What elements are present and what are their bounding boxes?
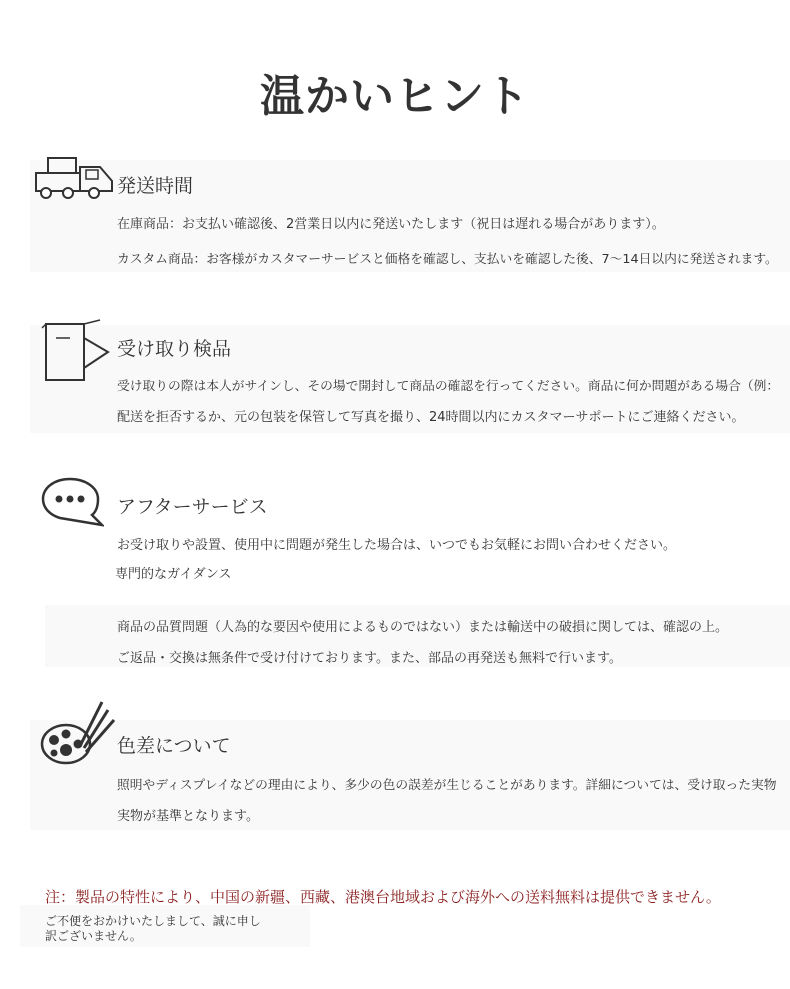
section-text: 商品の品質問題（人為的な要因や使用によるものではない）または輸送中の破損に関しては、確認の上。 [117,620,729,635]
section-text: 配送を拒否するか、元の包装を保管して写真を撮り、24時間以内にカスタマーサポートにご連絡ください。 [117,410,745,425]
section-text: 在庫商品：お支払い確認後、2営業日以内に発送いたします（祝日は遅れる場合があります）。 [117,217,665,232]
speech-bubble-icon [40,475,104,529]
section-heading-inspection: 受け取り検品 [117,338,232,360]
page-title: 温かいヒント [260,71,530,122]
section-text: ご返品・交換は無条件で受け付けております。また、部品の再発送も無料で行います。 [117,651,622,666]
section-text: 受け取りの際は本人がサインし、その場で開封して商品の確認を行ってください。商品に何か問題がある場合（例： [117,379,780,394]
section-text: 照明やディスプレイなどの理由により、多少の色の誤差が生じることがあります。詳細については、受け取った実物 [117,778,777,793]
section-text: お受け取りや設置、使用中に問題が発生した場合は、いつでもお気軽にお問い合わせください。 [117,538,677,553]
section-text: カスタム商品：お客様がカスタマーサービスと価格を確認し、支払いを確認した後、7〜14日以内に発送されます。 [117,252,778,267]
section-heading-color-difference: 色差について [117,735,231,757]
section-heading-shipping: 発送時間 [117,175,194,197]
box-icon [40,318,112,384]
section-text: 専門的なガイダンス [115,567,232,582]
truck-icon [34,155,116,201]
apology-text-line1: ご不便をおかけいたしまして、誠に申し [45,914,261,928]
paint-palette-icon [40,698,116,768]
shipping-restriction-note: 注：製品の特性により、中国の新疆、西藏、港澳台地域および海外への送料無料は提供できません。 [45,888,721,906]
section-heading-after-sales: アフターサービス [117,496,268,518]
apology-text-line2: 訳ございません。 [45,929,142,943]
section-text: 実物が基準となります。 [117,809,259,824]
